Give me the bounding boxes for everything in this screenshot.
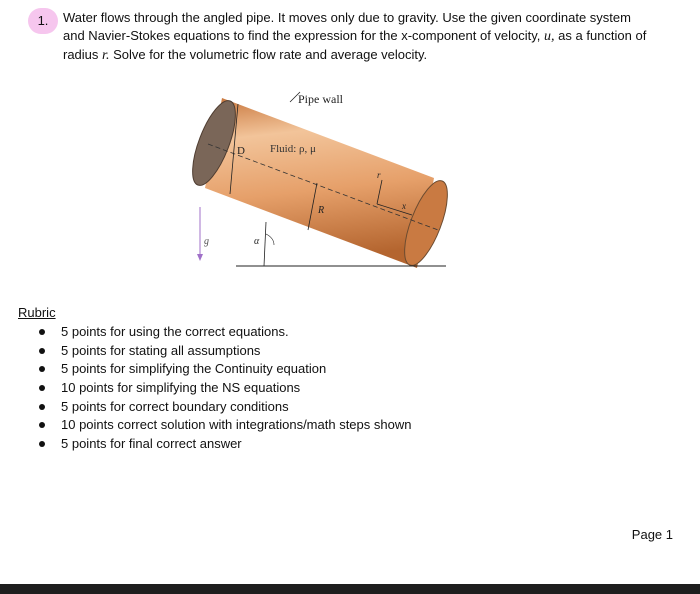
question-line-3: radius r. Solve for the volumetric flow rate and average velocity. <box>63 47 428 63</box>
pipe-body <box>205 98 434 268</box>
bullet-icon <box>39 385 45 391</box>
bullet-icon <box>39 329 45 335</box>
question-line-1: Water flows through the angled pipe. It moves only due to gravity. Use the given coordinate system <box>63 10 631 25</box>
diameter-label: D <box>237 145 245 157</box>
gravity-arrowhead <box>197 254 203 261</box>
rubric-item: 5 points for simplifying the Continuity equation <box>37 360 411 379</box>
fluid-label: Fluid: ρ, μ <box>270 143 316 155</box>
rubric-item: 10 points for simplifying the NS equations <box>37 379 411 398</box>
rubric-list <box>37 323 411 454</box>
rubric-item: 5 points for correct boundary conditions <box>37 398 411 417</box>
rubric-title: Rubric <box>18 305 56 320</box>
bullet-icon <box>39 404 45 410</box>
angle-reference-line <box>264 222 266 266</box>
angle-arc <box>266 234 274 245</box>
page-number: Page 1 <box>631 527 673 542</box>
rubric-item: 5 points for final correct answer <box>37 435 411 454</box>
bullet-icon <box>39 441 45 447</box>
rubric-item: 10 points correct solution with integrations/math steps shown <box>37 416 411 435</box>
question-number: 1. <box>28 8 58 34</box>
gravity-label: g <box>204 236 209 247</box>
rubric-item: 5 points for stating all assumptions <box>37 342 411 361</box>
question-line-2: and Navier-Stokes equations to find the expression for the x-component of velocity, u, as a function of <box>63 28 647 44</box>
angle-label: α <box>254 236 260 247</box>
question-text <box>63 9 683 65</box>
variable-r: r. <box>102 48 110 63</box>
bottom-bar <box>0 584 700 594</box>
pipe-diagram <box>190 82 450 272</box>
r-label: r <box>377 170 381 180</box>
pipe-figure <box>190 82 450 272</box>
variable-u: u, <box>544 29 555 44</box>
rubric-item: 5 points for using the correct equations. <box>37 323 411 342</box>
bullet-icon <box>39 366 45 372</box>
radius-label: R <box>318 205 325 216</box>
bullet-icon <box>39 348 45 354</box>
x-label: x <box>402 201 406 211</box>
pipe-wall-label: Pipe wall <box>298 92 343 106</box>
bullet-icon <box>39 422 45 428</box>
